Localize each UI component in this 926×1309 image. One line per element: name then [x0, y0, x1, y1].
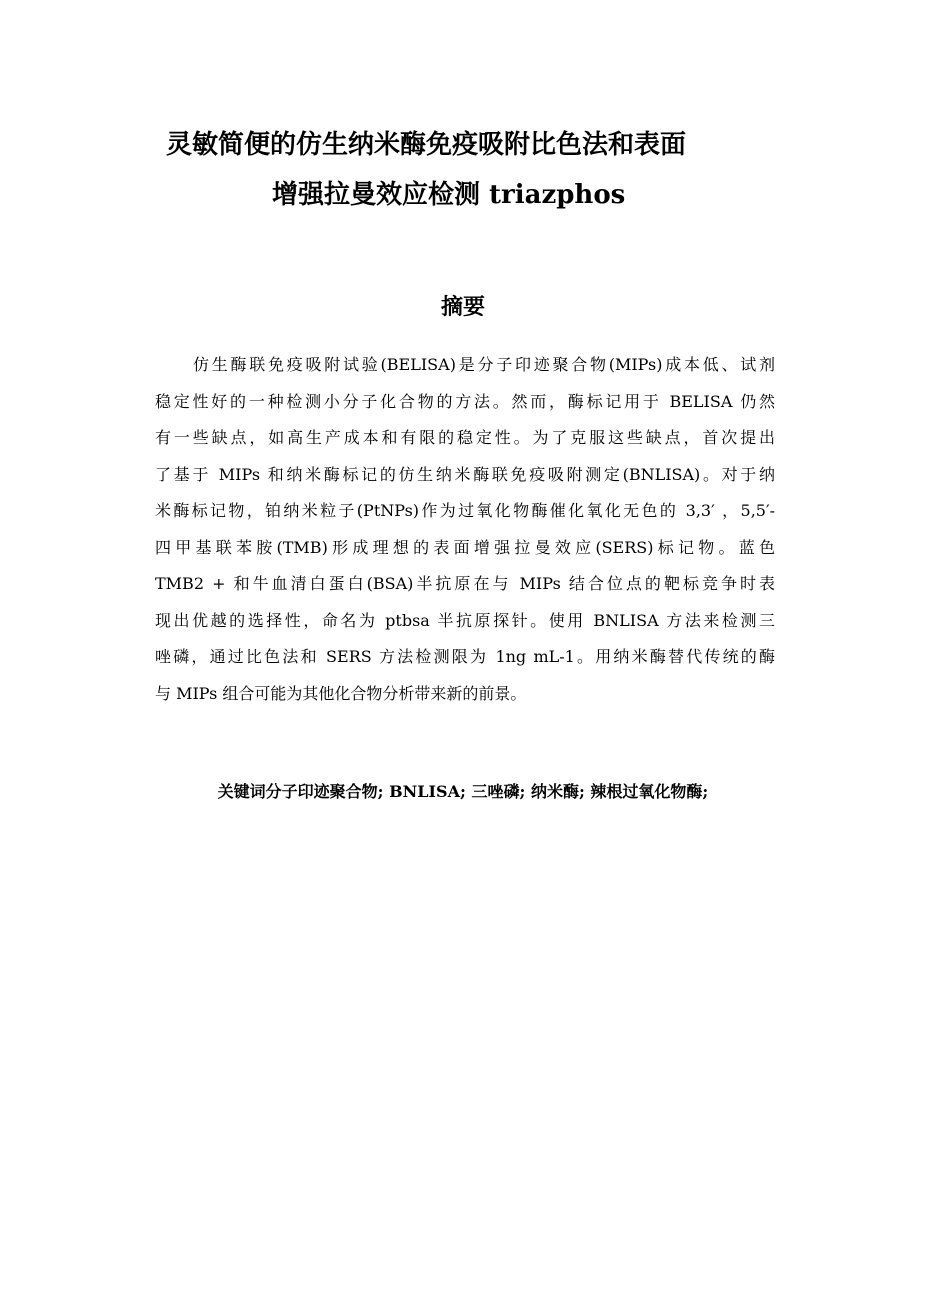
- abstract-line: 稳定性好的一种检测小分子化合物的方法。然而，酶标记用于 BELISA 仍然: [155, 391, 775, 411]
- abstract-line: 了基于 MIPs 和纳米酶标记的仿生纳米酶联免疫吸附测定(BNLISA)。对于纳: [155, 464, 775, 484]
- abstract-heading: 摘要: [440, 294, 485, 320]
- paper-title-line-2: 增强拉曼效应检测 triazphos: [272, 180, 626, 210]
- abstract-line: TMB2 + 和牛血清白蛋白(BSA)半抗原在与 MIPs 结合位点的靶标竞争时表: [155, 574, 775, 593]
- keywords-line: 关键词分子印迹聚合物; BNLISA; 三唑磷; 纳米酶; 辣根过氧化物酶;: [217, 782, 709, 801]
- abstract-line: 现出优越的选择性，命名为 ptbsa 半抗原探针。使用 BNLISA 方法来检测三: [155, 610, 775, 630]
- abstract-line: 米酶标记物，铂纳米粒子(PtNPs)作为过氧化物酶催化氧化无色的 3,3′ ，5,5′-: [155, 501, 775, 520]
- abstract-body: [155, 347, 775, 712]
- abstract-line: 与 MIPs 组合可能为其他化合物分析带来新的前景。: [155, 683, 527, 703]
- abstract-line: 仿生酶联免疫吸附试验(BELISA)是分子印迹聚合物(MIPs)成本低、试剂: [193, 355, 775, 374]
- abstract-line: 四甲基联苯胺(TMB)形成理想的表面增强拉曼效应(SERS)标记物。蓝色: [155, 537, 775, 557]
- paper-title-line-1: 灵敏简便的仿生纳米酶免疫吸附比色法和表面: [166, 130, 687, 160]
- abstract-line: 有一些缺点，如高生产成本和有限的稳定性。为了克服这些缺点，首次提出: [155, 428, 775, 447]
- abstract-line: 唑磷，通过比色法和 SERS 方法检测限为 1ng mL-1。用纳米酶替代传统的酶: [155, 647, 775, 666]
